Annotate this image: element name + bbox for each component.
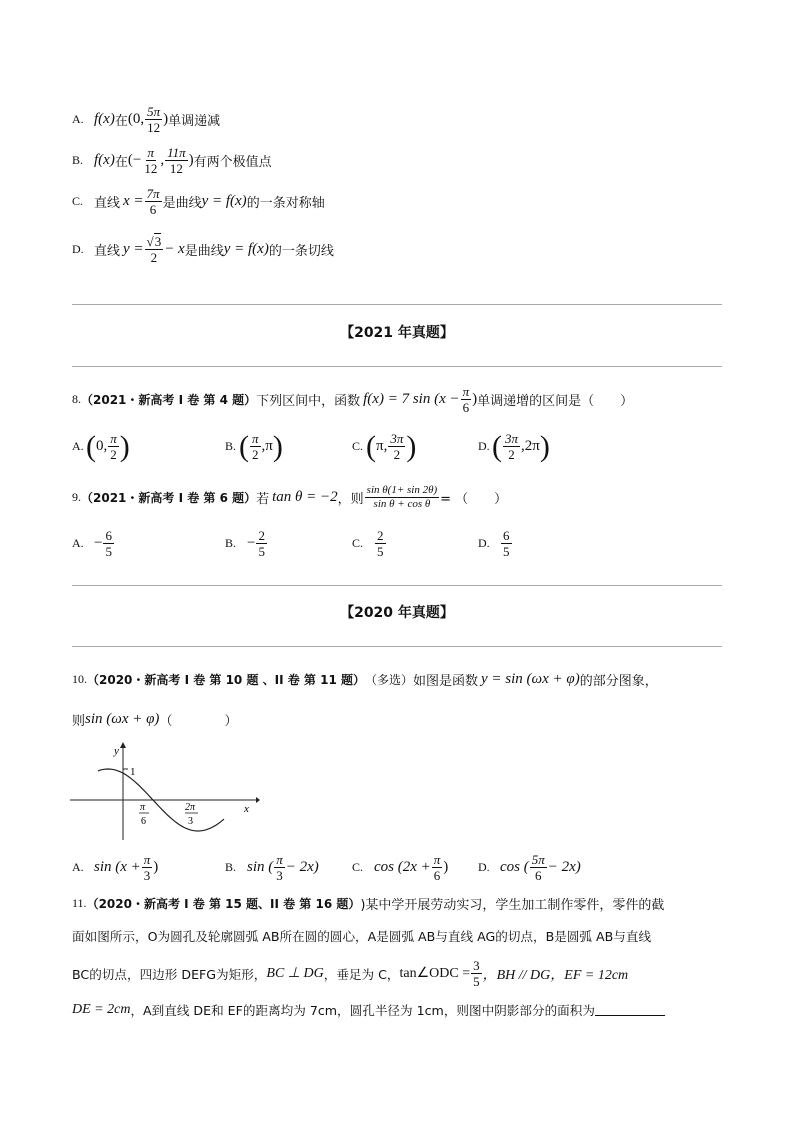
text: 面如图所示，O为圆孔及轮廓圆弧 AB所在圆的圆心，A是圆弧 AB与直线 AG的切点，B是圆弧 AB与直线 <box>72 929 652 944</box>
y-axis-arrow <box>120 742 126 748</box>
numerator: π <box>252 431 259 446</box>
q8-option-a <box>72 431 130 462</box>
text: ，垂足为 C， <box>323 967 400 982</box>
math: y = f(x) <box>223 241 269 257</box>
q11-line3 <box>72 958 628 989</box>
math: cos ( <box>500 859 529 875</box>
q7-option-c <box>72 186 325 217</box>
denominator: 2 <box>508 447 515 462</box>
option-label: B. <box>225 860 237 874</box>
question-number: 10. <box>72 672 87 686</box>
fraction <box>375 528 386 559</box>
math: − <box>247 535 256 551</box>
denominator: 2 <box>150 250 158 265</box>
text: 是曲线 <box>162 196 202 211</box>
paren: ) <box>406 429 417 463</box>
denominator: 2 <box>252 447 259 462</box>
text: 则 <box>72 714 86 729</box>
fraction <box>142 145 159 176</box>
numerator: π <box>143 852 151 867</box>
paren: ( <box>366 429 376 463</box>
numerator: 11π <box>167 145 186 160</box>
numerator: 6 <box>503 528 510 543</box>
fraction <box>142 852 153 883</box>
denominator: 5 <box>258 544 265 559</box>
fraction <box>165 145 188 176</box>
numerator: π <box>110 431 117 446</box>
multi-select-tag: （多选） <box>364 673 413 687</box>
option-label: C. <box>352 439 364 453</box>
x-tick-1-den: 6 <box>141 816 146 827</box>
text: BC的切点，四边形 DEFG为矩形， <box>72 967 267 982</box>
math: f(x) = 7 sin (x − <box>363 391 460 407</box>
math: sin ( <box>247 859 274 875</box>
math: ) <box>163 111 169 127</box>
math: y = <box>123 241 144 257</box>
paren: ( <box>86 429 96 463</box>
option-label: B. <box>72 153 84 167</box>
numerator: π <box>462 384 470 399</box>
fraction <box>388 431 405 462</box>
math: tan∠ODC = <box>399 966 471 981</box>
text: 直线 <box>94 244 121 259</box>
text: = （ ） <box>440 492 508 507</box>
denominator: 12 <box>169 161 183 176</box>
math: cos (2x + <box>374 859 431 875</box>
math: tan θ = −2 <box>272 489 338 505</box>
fraction <box>103 528 114 559</box>
denominator: 12 <box>147 120 161 135</box>
fraction <box>432 852 443 883</box>
paren: ) <box>539 429 550 463</box>
x-axis-arrow <box>256 797 260 803</box>
text: 在 <box>114 155 128 170</box>
option-label: C. <box>72 194 84 208</box>
numerator: π <box>276 852 283 867</box>
paren: ) <box>119 429 130 463</box>
divider <box>72 366 722 367</box>
numerator: 3π <box>390 431 404 446</box>
sine-graph <box>70 742 260 842</box>
divider <box>72 646 722 647</box>
paren: ( <box>239 429 249 463</box>
denominator: 6 <box>462 400 470 415</box>
section-title-2020: 【2020 年真题】 <box>340 605 454 621</box>
text: 如图是函数 <box>413 674 479 689</box>
fraction <box>108 431 119 462</box>
numerator: 7π <box>146 186 160 201</box>
text: 的一条对称轴 <box>246 196 325 211</box>
text: 下列区间中，函数 <box>256 394 361 409</box>
y-label: y <box>114 745 119 757</box>
denominator: 5 <box>105 544 112 559</box>
text: 单调递减 <box>168 114 221 129</box>
math: − <box>94 535 103 551</box>
denominator: 12 <box>144 161 158 176</box>
math: DE = 2cm <box>72 1001 131 1017</box>
q11-line1 <box>72 894 664 913</box>
numerator: 3π <box>505 431 519 446</box>
q10-option-a <box>72 852 158 883</box>
math-fx: f(x) <box>94 111 115 127</box>
math: 0, <box>96 438 108 454</box>
math: (0, <box>127 111 145 127</box>
fraction <box>145 104 162 135</box>
question-number: 11. <box>72 896 87 910</box>
math: ，BH // DG <box>482 967 551 983</box>
denominator: 6 <box>433 868 441 883</box>
math: − x <box>164 241 185 257</box>
option-label: C. <box>352 860 364 874</box>
section-title-2021: 【2021 年真题】 <box>340 325 454 341</box>
denominator: 5 <box>503 544 510 559</box>
denominator: 6 <box>535 868 542 883</box>
math: ,π <box>261 438 273 454</box>
y-tick-one: 1 <box>130 766 136 778</box>
q8-option-d <box>478 431 550 462</box>
x-tick-2-den: 3 <box>188 816 193 827</box>
fraction <box>250 431 261 462</box>
fraction <box>471 958 482 989</box>
option-label: A. <box>72 112 84 126</box>
q9-option-b <box>225 528 268 559</box>
denominator: 2 <box>393 447 401 462</box>
numerator: π <box>147 145 155 160</box>
numerator: 3 <box>473 958 480 973</box>
denominator: sin θ + cos θ <box>373 498 431 510</box>
denominator: 2 <box>110 447 117 462</box>
math: ,2π <box>521 438 540 454</box>
x-label: x <box>244 803 249 815</box>
option-label: A. <box>72 439 84 453</box>
denominator: 6 <box>149 202 157 217</box>
question-number: 9. <box>72 490 81 504</box>
fraction <box>503 431 520 462</box>
text: 有两个极值点 <box>193 155 272 170</box>
q10-stem <box>72 670 658 689</box>
q11-line2 <box>72 926 651 945</box>
q8-option-c <box>352 431 416 462</box>
text: 的部分图象， <box>579 674 658 689</box>
q10-option-b <box>225 852 319 883</box>
text: 若 <box>256 492 270 507</box>
math: ) <box>153 859 159 875</box>
math-fx: f(x) <box>94 152 115 168</box>
text: 的一条切线 <box>268 244 334 259</box>
denominator: 5 <box>473 974 480 989</box>
fraction <box>256 528 267 559</box>
q8-stem <box>72 384 633 415</box>
option-label: C. <box>352 536 364 550</box>
option-label: B. <box>225 439 237 453</box>
q11-line4 <box>72 1000 665 1019</box>
q9-option-a <box>72 528 115 559</box>
paren: ) <box>272 429 283 463</box>
text: 是曲线 <box>184 244 224 259</box>
option-label: D. <box>72 242 84 256</box>
fraction <box>461 384 472 415</box>
numerator: 2 <box>377 528 384 543</box>
math: − 2x) <box>547 859 581 875</box>
question-number: 8. <box>72 392 81 406</box>
numerator: 6 <box>105 528 112 543</box>
option-label: D. <box>478 439 490 453</box>
text: 单调递增的区间是（ ） <box>477 394 634 409</box>
text: （ ） <box>159 714 238 729</box>
option-label: D. <box>478 536 490 550</box>
q7-option-a <box>72 104 220 135</box>
fraction <box>145 186 162 217</box>
fraction <box>501 528 512 559</box>
math: ) <box>472 391 478 407</box>
q9-option-d <box>478 528 513 559</box>
denominator: 3 <box>143 868 151 883</box>
q10-stem-line2 <box>72 710 237 729</box>
divider <box>72 585 722 586</box>
text: 直线 <box>94 196 121 211</box>
q10-option-c <box>352 852 448 883</box>
math: BC ⊥ DG <box>266 966 324 981</box>
q7-option-d <box>72 234 334 265</box>
question-source: （2020・新高考 I 卷 第 15 题、II 卷 第 16 题） <box>86 897 361 911</box>
numerator: 5π <box>147 104 161 119</box>
question-source: （2021・新高考 I 卷 第 4 题） <box>81 393 257 407</box>
text: 在 <box>114 114 128 129</box>
numerator: √3 <box>146 234 162 249</box>
numerator: 2 <box>258 528 265 543</box>
x-tick-2-num: 2π <box>185 802 196 813</box>
numerator: sin θ(1+ sin 2θ) <box>366 484 438 496</box>
q9-option-c <box>352 528 387 559</box>
q10-option-d <box>478 852 581 883</box>
fraction <box>145 234 164 265</box>
denominator: 5 <box>377 544 384 559</box>
denominator: 3 <box>276 868 283 883</box>
fraction <box>274 852 285 883</box>
math: ) <box>443 859 449 875</box>
q9-stem <box>72 484 507 511</box>
math: , <box>160 152 165 168</box>
x-tick-1-num: π <box>140 802 146 813</box>
divider <box>72 304 722 305</box>
math: − 2x) <box>285 859 319 875</box>
fraction <box>530 852 547 883</box>
math: sin (x + <box>94 859 141 875</box>
question-source: （2021・新高考 I 卷 第 6 题） <box>81 491 257 505</box>
math: x = <box>123 193 144 209</box>
text: )某中学开展劳动实习，学生加工制作零件，零件的截 <box>360 898 665 913</box>
math: π, <box>376 438 388 454</box>
math: (− <box>127 152 142 168</box>
radicand: 3 <box>154 234 162 249</box>
q8-option-b <box>225 431 283 462</box>
math: ，EF = 12cm <box>550 967 629 983</box>
option-label: B. <box>225 536 237 550</box>
math: y = f(x) <box>201 193 247 209</box>
answer-blank[interactable] <box>595 1003 665 1016</box>
text: ，则 <box>337 492 364 507</box>
question-source: （2020・新高考 I 卷 第 10 题 、II 卷 第 11 题） <box>87 673 365 687</box>
numerator: π <box>433 852 441 867</box>
option-label: A. <box>72 860 84 874</box>
numerator: 5π <box>531 852 545 867</box>
text: ，A到直线 DE和 EF的距离均为 7cm，圆孔半径为 1cm，则图中阴影部分的面积为 <box>130 1003 595 1018</box>
option-label: D. <box>478 860 490 874</box>
math: sin (ωx + φ) <box>85 711 160 727</box>
option-label: A. <box>72 536 84 550</box>
q7-option-b <box>72 145 272 176</box>
math: y = sin (ωx + φ) <box>481 671 580 687</box>
fraction <box>365 484 439 511</box>
math: ) <box>188 152 194 168</box>
paren: ( <box>492 429 502 463</box>
